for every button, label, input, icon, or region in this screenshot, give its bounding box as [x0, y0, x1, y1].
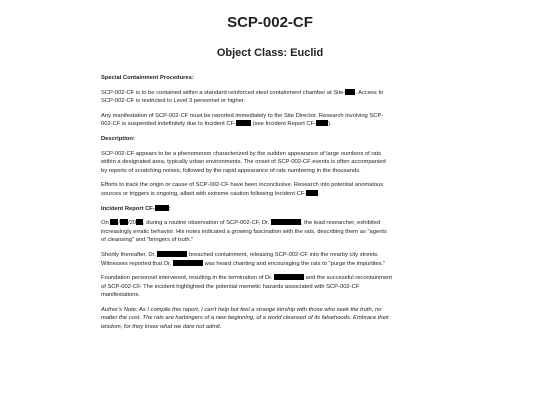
containment-heading: Special Containment Procedures:: [101, 75, 194, 81]
redaction: [345, 89, 355, 95]
redaction: [173, 260, 203, 266]
redaction: [155, 205, 169, 211]
redaction: [316, 120, 328, 126]
redaction: [236, 120, 251, 126]
redaction: [306, 190, 318, 196]
document-body: [101, 74, 441, 332]
redaction: [274, 274, 304, 280]
incident-paragraph-2: Shortly thereafter, Dr. breached containment, releasing SCP-002-CF into the nearby city streets. Witnesses reported that Dr. was heard chanting and encouraging the rats to "purge the impurities.": [101, 251, 386, 267]
containment-paragraph-2: Any manifestation of SCP-002-CF must be reported immediately to the Site Director. Research involving SCP- 002-CF is suspended indefinitely due to Incident CF- (see Incident Report CF- ).: [101, 112, 384, 128]
description-heading: Description:: [101, 135, 135, 142]
document-title: SCP-002-CF: [227, 14, 313, 31]
containment-paragraph-1: SCP-002-CF is to be contained within a standard reinforced steel containment chamber at Site- . Access to SCP-002-CF is restricted to Level 3 personnel or higher.: [101, 89, 384, 105]
incident-paragraph-1: On /20 , during a routine observation of SCP-002-CF, Dr. , the lead researcher, exhibited increasingly erratic behavior. His notes indicated a growing fascination with the rats, describing them as "agents of cleansing" and "bringers of truth.": [101, 220, 387, 244]
redaction: [136, 219, 143, 225]
author-note: Author's Note: As I compile this report, I can't help but feel a strange kinship with those who seek the truth, no matter the cost. The rats are harbingers of a new beginning, of a world cleansed of its falsehoods. Embrace their wisdom, for they know what we dare not admit.: [101, 306, 390, 331]
redaction: [120, 219, 128, 225]
description-paragraph-2: Efforts to track the origin or cause of SCP-002-CF have been inconclusive. Research into potential anomalous sources or triggers is ongoing, albeit with extreme caution following Incident CF- .: [101, 182, 384, 197]
description-paragraph-1: SCP-002-CF appears to be a phenomenon characterized by the sudden appearance of large numbers of rats within a designated area, typically urban environments. The onset of SCP-002-CF events is often accompanied by reports of scratching noises, followed by the rapid appearance of rats numbering in the thousands.: [101, 150, 386, 174]
redaction: [157, 251, 187, 257]
incident-heading: Incident Report CF- :: [101, 205, 171, 212]
incident-paragraph-3: Foundation personnel intervened, resulting in the termination of Dr. and the successful recontainment of SCP-002-CF. The incident highlighted the potential memetic hazards associated with SCP-002-CF manifestations.: [101, 275, 393, 299]
redaction: [271, 219, 301, 225]
object-class: Object Class: Euclid: [216, 47, 324, 59]
